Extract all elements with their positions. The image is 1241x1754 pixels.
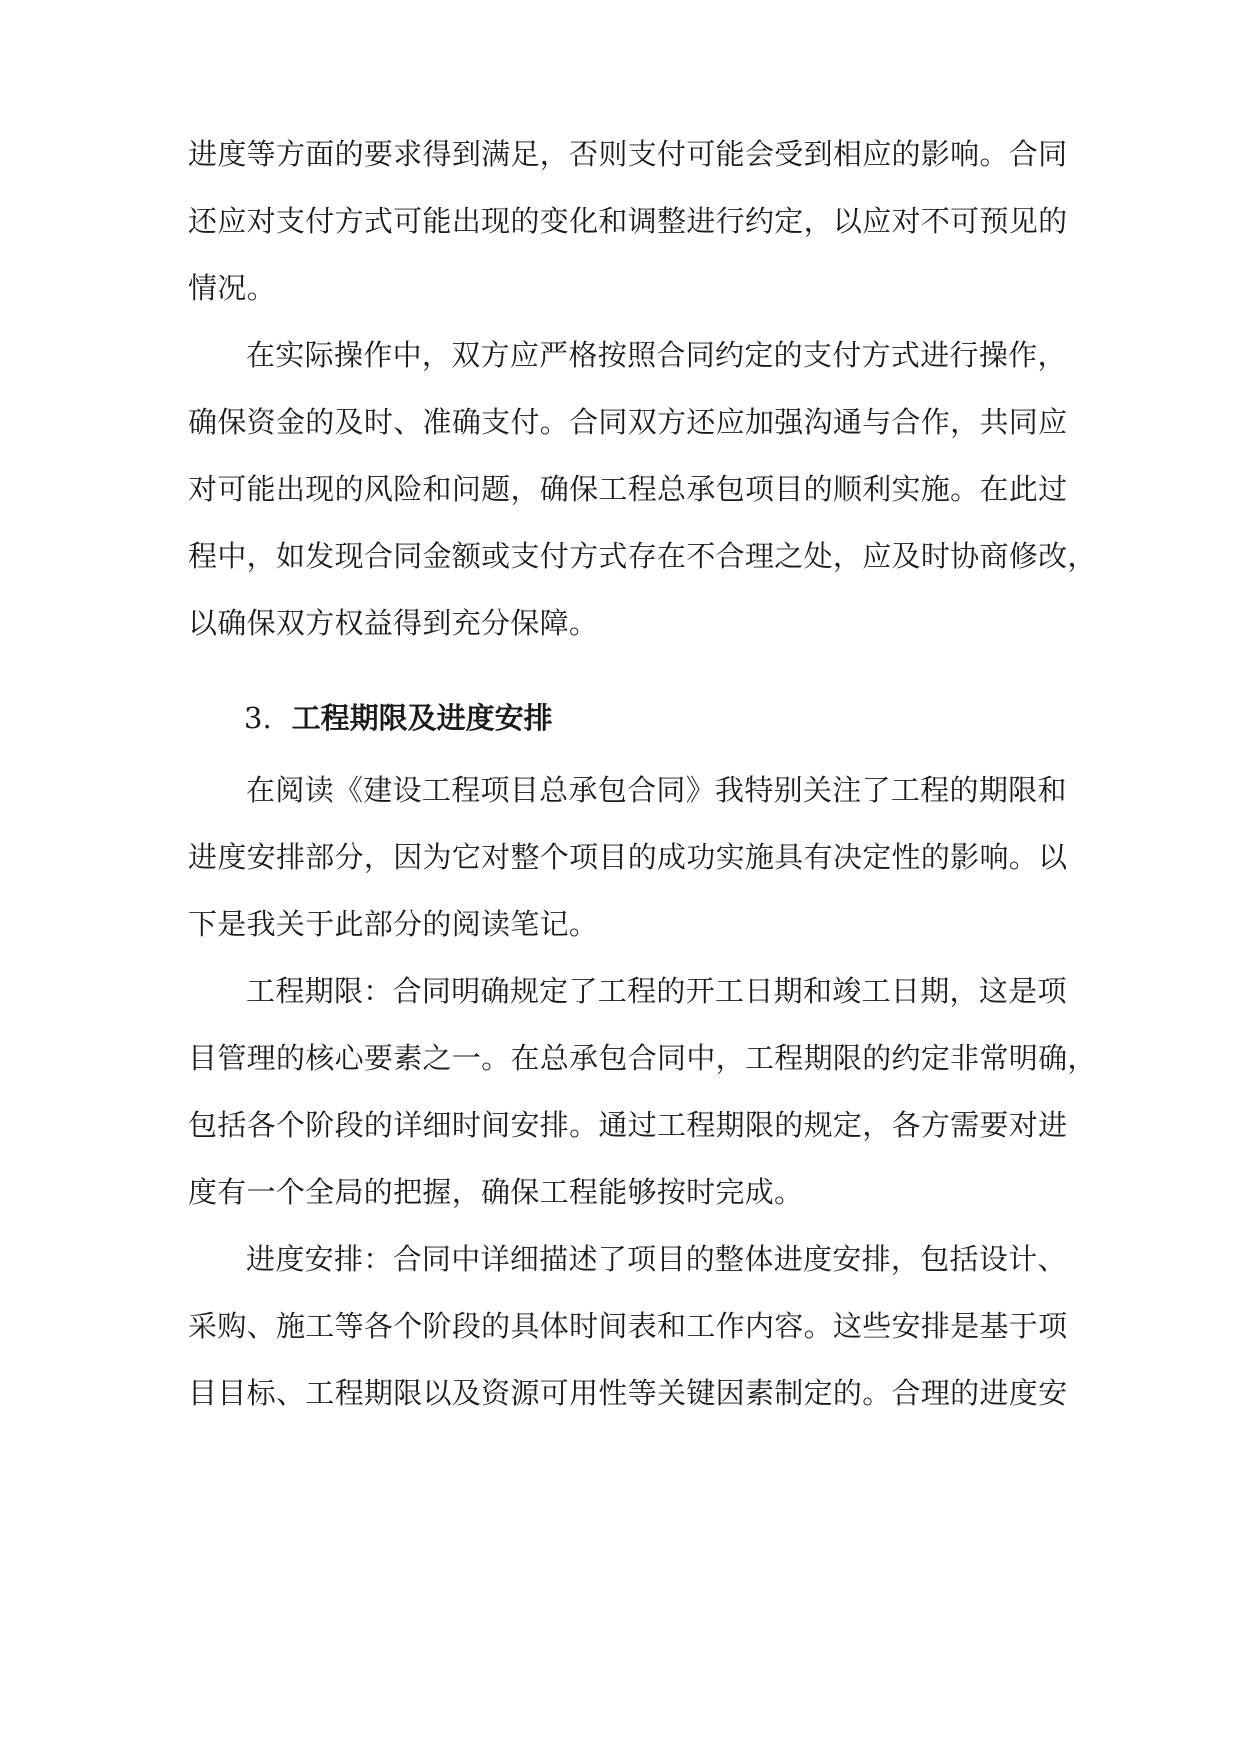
paragraph-1-line-1: 进 度 等 方 面 的 要 求 得 到 满 足 ， 否 则 支 付 可 能 会 受 到 相 应 的 影 响 。 合 同: [188, 137, 1068, 171]
section-3-heading: [244, 698, 553, 738]
paragraph-1-line-2: 还 应 对 支 付 方 式 可 能 出 现 的 变 化 和 调 整 进 行 约 定 ， 以 应 对 不 可 预 见 的: [188, 204, 1068, 238]
paragraph-3-line-3: 下是我关于此部分的阅读笔记。: [188, 907, 599, 941]
section-3-title: 工程期限及进度安排: [291, 701, 553, 735]
paragraph-2-line-4: 程 中 ， 如 发 现 合 同 金 额 或 支 付 方 式 存 在 不 合 理 之 处 ， 应 及 时 协 商 修 改 ，: [188, 539, 1097, 573]
paragraph-3-line-2: 进 度 安 排 部 分 ， 因 为 它 对 整 个 项 目 的 成 功 实 施 具 有 决 定 性 的 影 响 。 以: [188, 840, 1068, 874]
paragraph-2-line-1: 在 实 际 操 作 中 ， 双 方 应 严 格 按 照 合 同 约 定 的 支 付 方 式 进 行 操 作 ，: [246, 338, 1067, 372]
paragraph-2-line-5: 以确保双方权益得到充分保障。: [188, 606, 599, 640]
paragraph-3-line-1: 在 阅 读 《 建 设 工 程 项 目 总 承 包 合 同 》 我 特 别 关 注 了 工 程 的 期 限 和: [246, 773, 1067, 807]
paragraph-2-line-2: 确 保 资 金 的 及 时 、 准 确 支 付 。 合 同 双 方 还 应 加 强 沟 通 与 合 作 ， 共 同 应: [188, 405, 1068, 439]
paragraph-1-line-3: 情况。: [188, 271, 276, 305]
section-3-number: 3.: [244, 701, 272, 735]
paragraph-2-line-3: 对 可 能 出 现 的 风 险 和 问 题 ， 确 保 工 程 总 承 包 项 目 的 顺 利 实 施 。 在 此 过: [188, 472, 1068, 506]
paragraph-4-line-1: 工 程 期 限 ： 合 同 明 确 规 定 了 工 程 的 开 工 日 期 和 竣 工 日 期 ， 这 是 项: [246, 974, 1067, 1008]
paragraph-4-line-3: 包 括 各 个 阶 段 的 详 细 时 间 安 排 。 通 过 工 程 期 限 的 规 定 ， 各 方 需 要 对 进: [188, 1108, 1068, 1142]
paragraph-5-line-1: 进 度 安 排 ： 合 同 中 详 细 描 述 了 项 目 的 整 体 进 度 安 排 ， 包 括 设 计 、: [246, 1242, 1067, 1276]
paragraph-5-line-2: 采 购 、 施 工 等 各 个 阶 段 的 具 体 时 间 表 和 工 作 内 容 。 这 些 安 排 是 基 于 项: [188, 1309, 1068, 1343]
paragraph-4-line-2: 目 管 理 的 核 心 要 素 之 一 。 在 总 承 包 合 同 中 ， 工 程 期 限 的 约 定 非 常 明 确 ，: [188, 1041, 1097, 1075]
paragraph-4-line-4: 度有一个全局的把握，确保工程能够按时完成。: [188, 1175, 804, 1209]
paragraph-5-line-3: 目 目 标 、 工 程 期 限 以 及 资 源 可 用 性 等 关 键 因 素 制 定 的 。 合 理 的 进 度 安: [188, 1376, 1068, 1410]
